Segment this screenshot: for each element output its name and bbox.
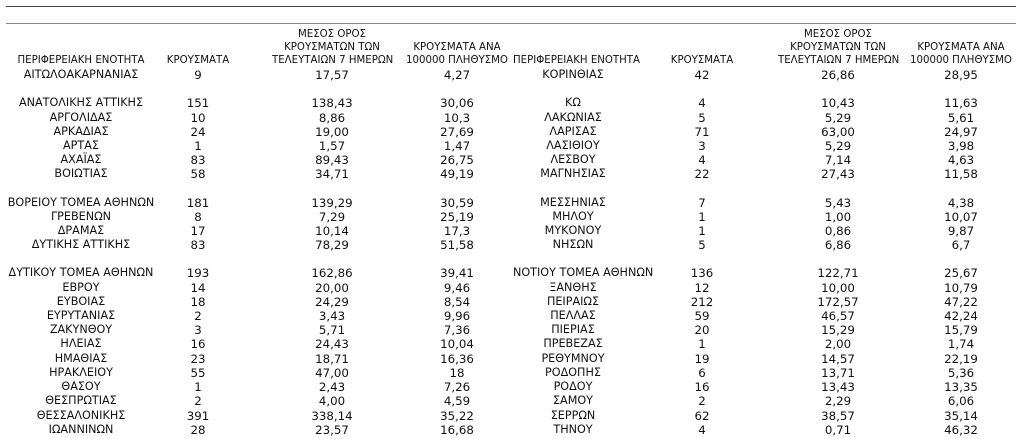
avg-value-right: 14,57	[821, 352, 855, 366]
cases-value-right: 3	[698, 139, 706, 153]
region-name-left: ΔΥΤΙΚΗΣ ΑΤΤΙΚΗΣ	[31, 238, 131, 251]
region-name-left: ΔΡΑΜΑΣ	[57, 224, 105, 237]
cases-value-right: 5	[698, 238, 706, 252]
avg-value-left: 47,00	[315, 366, 349, 380]
rate-value-left: 8,54	[443, 295, 471, 309]
avg-value-left: 138,43	[311, 96, 353, 110]
table-row	[0, 125, 1024, 139]
cases-value-right: 1	[698, 337, 706, 351]
rate-value-right: 15,79	[944, 323, 978, 337]
region-name-left: ΗΡΑΚΛΕΙΟΥ	[49, 366, 113, 379]
table-row	[0, 337, 1024, 351]
rate-value-right: 10,79	[944, 281, 978, 295]
region-name-right: ΜΥΚΟΝΟΥ	[544, 224, 602, 237]
region-name-left: ΓΡΕΒΕΝΩΝ	[50, 210, 112, 223]
avg-value-right: 38,57	[821, 409, 855, 423]
rate-value-left: 4,59	[443, 394, 471, 408]
rate-value-left: 4,27	[443, 68, 471, 82]
cases-value-right: 4	[698, 423, 706, 437]
avg-value-left: 24,43	[315, 337, 349, 351]
rate-value-right: 10,07	[944, 210, 978, 224]
cases-value-left: 17	[190, 224, 206, 238]
region-name-right: ΡΟΔΟΠΗΣ	[545, 366, 601, 379]
cases-value-right: 2	[698, 394, 706, 408]
table-row	[0, 238, 1024, 252]
cases-value-right: 16	[694, 380, 710, 394]
rate-value-left: 1,47	[443, 139, 471, 153]
table-row	[0, 139, 1024, 153]
avg-value-right: 172,57	[817, 295, 859, 309]
rate-value-left: 25,19	[440, 210, 474, 224]
region-name-right: ΝΟΤΙΟΥ ΤΟΜΕΑ ΑΘΗΝΩΝ	[513, 266, 654, 279]
rate-value-right: 28,95	[944, 68, 978, 82]
avg-value-left: 17,57	[315, 68, 349, 82]
header-avg-line1: ΜΕΣΟΣ ΟΡΟΣ	[804, 29, 872, 40]
cases-value-right: 7	[698, 196, 706, 210]
rate-value-right: 13,35	[944, 380, 978, 394]
avg-value-left: 4,00	[318, 394, 346, 408]
header-avg-right	[778, 29, 898, 67]
rate-value-left: 18	[449, 366, 465, 380]
header-avg-line1: ΜΕΣΟΣ ΟΡΟΣ	[298, 29, 366, 40]
avg-value-left: 19,00	[315, 125, 349, 139]
avg-value-right: 10,43	[821, 96, 855, 110]
avg-value-right: 2,00	[824, 337, 852, 351]
table-row	[0, 309, 1024, 323]
region-name-left: ΑΝΑΤΟΛΙΚΗΣ ΑΤΤΙΚΗΣ	[18, 96, 144, 109]
region-name-left: ΗΜΑΘΙΑΣ	[54, 352, 108, 365]
table-row	[0, 281, 1024, 295]
avg-value-right: 1,00	[824, 210, 852, 224]
avg-value-right: 2,29	[824, 394, 852, 408]
rate-value-left: 7,26	[443, 380, 471, 394]
avg-value-left: 3,43	[318, 309, 346, 323]
region-name-left: ΕΥΡΥΤΑΝΙΑΣ	[46, 309, 116, 322]
header-avg-left	[272, 29, 392, 67]
region-name-left: ΑΙΤΩΛΟΑΚΑΡΝΑΝΙΑΣ	[23, 68, 139, 81]
avg-value-right: 5,29	[824, 111, 852, 125]
cases-value-right: 20	[694, 323, 710, 337]
header-avg-line2: ΚΡΟΥΣΜΑΤΩΝ ΤΩΝ	[790, 41, 886, 53]
cases-value-left: 181	[186, 196, 210, 210]
cases-value-left: 391	[186, 409, 210, 423]
region-name-right: ΤΗΝΟΥ	[553, 423, 593, 436]
cases-value-left: 10	[190, 111, 206, 125]
region-name-right: ΛΑΣΙΘΙΟΥ	[546, 139, 600, 152]
region-name-left: ΘΕΣΣΑΛΟΝΙΚΗΣ	[36, 409, 126, 422]
avg-value-left: 24,29	[315, 295, 349, 309]
avg-value-right: 46,57	[821, 309, 855, 323]
rate-value-left: 49,19	[440, 167, 474, 181]
region-name-right: ΠΕΛΛΑΣ	[550, 309, 596, 322]
rate-value-right: 3,98	[947, 139, 975, 153]
table-row	[0, 394, 1024, 408]
cases-value-right: 12	[694, 281, 710, 295]
cases-value-right: 136	[690, 266, 714, 280]
table-row	[0, 266, 1024, 280]
region-name-left: ΗΛΕΙΑΣ	[60, 337, 102, 350]
region-name-right: ΠΕΙΡΑΙΩΣ	[546, 295, 600, 308]
avg-value-left: 162,86	[311, 266, 353, 280]
header-rate-right	[900, 42, 1022, 68]
cases-value-right: 1	[698, 210, 706, 224]
rate-value-left: 39,41	[440, 266, 474, 280]
rate-value-left: 30,06	[440, 96, 474, 110]
avg-value-right: 13,71	[821, 366, 855, 380]
top-rule	[6, 6, 1016, 7]
cases-value-right: 59	[694, 309, 710, 323]
cases-value-right: 62	[694, 409, 710, 423]
table-row	[0, 153, 1024, 167]
avg-value-left: 139,29	[311, 196, 353, 210]
region-name-left: ΑΡΓΟΛΙΔΑΣ	[49, 111, 113, 124]
avg-value-right: 0,86	[824, 224, 852, 238]
cases-value-left: 193	[186, 266, 210, 280]
avg-value-right: 10,00	[821, 281, 855, 295]
cases-value-left: 9	[194, 68, 202, 82]
table-row	[0, 423, 1024, 437]
region-name-right: ΣΕΡΡΩΝ	[550, 409, 596, 422]
avg-value-right: 63,00	[821, 125, 855, 139]
header-rule	[6, 23, 1016, 24]
avg-value-left: 5,71	[318, 323, 346, 337]
header-avg-line2: ΚΡΟΥΣΜΑΤΩΝ ΤΩΝ	[284, 41, 380, 53]
rate-value-left: 16,68	[440, 423, 474, 437]
cases-value-left: 2	[194, 309, 202, 323]
rate-value-left: 9,46	[443, 281, 471, 295]
region-name-left: ΒΟΙΩΤΙΑΣ	[54, 167, 108, 180]
region-name-right: ΜΗΛΟΥ	[552, 210, 594, 223]
table-row	[0, 210, 1024, 224]
region-name-left: ΑΡΤΑΣ	[63, 139, 99, 152]
cases-value-right: 22	[694, 167, 710, 181]
header-rate-left	[402, 42, 512, 68]
rate-value-left: 17,3	[443, 224, 471, 238]
cases-value-left: 16	[190, 337, 206, 351]
cases-value-left: 58	[190, 167, 206, 181]
rate-value-right: 9,87	[947, 224, 975, 238]
avg-value-right: 7,14	[824, 153, 852, 167]
table-row	[0, 380, 1024, 394]
cases-value-right: 6	[698, 366, 706, 380]
header-rate-line2: 100000 ΠΛΗΘΥΣΜΟ	[910, 54, 1012, 66]
header-rate-line1: ΚΡΟΥΣΜΑΤΑ ΑΝΑ	[917, 42, 1005, 53]
cases-value-left: 151	[186, 96, 210, 110]
cases-value-right: 4	[698, 96, 706, 110]
region-name-right: ΜΕΣΣΗΝΙΑΣ	[540, 196, 606, 209]
region-name-left: ΘΕΣΠΡΩΤΙΑΣ	[45, 394, 117, 407]
region-name-right: ΚΩ	[565, 96, 581, 109]
cases-value-right: 5	[698, 111, 706, 125]
rate-value-right: 22,19	[944, 352, 978, 366]
cases-value-left: 14	[190, 281, 206, 295]
cases-value-left: 1	[194, 380, 202, 394]
rate-value-left: 27,69	[440, 125, 474, 139]
header-cases-right: ΚΡΟΥΣΜΑΤΑ	[670, 55, 734, 66]
region-name-right: ΞΑΝΘΗΣ	[549, 281, 597, 294]
rate-value-right: 11,58	[944, 167, 978, 181]
rate-value-right: 24,97	[944, 125, 978, 139]
avg-value-left: 10,14	[315, 224, 349, 238]
region-name-right: ΛΕΣΒΟΥ	[550, 153, 596, 166]
header-rate-line1: ΚΡΟΥΣΜΑΤΑ ΑΝΑ	[413, 42, 501, 53]
cases-value-right: 212	[690, 295, 714, 309]
avg-value-left: 34,71	[315, 167, 349, 181]
rate-value-left: 35,22	[440, 409, 474, 423]
avg-value-left: 23,57	[315, 423, 349, 437]
header-rate-line2: 100000 ΠΛΗΘΥΣΜΟ	[406, 54, 508, 66]
region-name-right: ΠΙΕΡΙΑΣ	[551, 323, 595, 336]
table-row	[0, 366, 1024, 380]
table-row	[0, 111, 1024, 125]
header-avg-line3: ΤΕΛΕΥΤΑΙΩΝ 7 ΗΜΕΡΩΝ	[272, 54, 394, 66]
table-row	[0, 96, 1024, 110]
cases-value-right: 19	[694, 352, 710, 366]
rate-value-right: 25,67	[944, 266, 978, 280]
cases-value-left: 24	[190, 125, 206, 139]
rate-value-left: 30,59	[440, 196, 474, 210]
rate-value-left: 16,36	[440, 352, 474, 366]
cases-value-left: 83	[190, 153, 206, 167]
rate-value-left: 51,58	[440, 238, 474, 252]
cases-value-left: 18	[190, 295, 206, 309]
cases-value-left: 55	[190, 366, 206, 380]
avg-value-right: 5,29	[824, 139, 852, 153]
cases-value-left: 23	[190, 352, 206, 366]
avg-value-left: 78,29	[315, 238, 349, 252]
table-row	[0, 68, 1024, 82]
rate-value-right: 47,22	[944, 295, 978, 309]
rate-value-right: 4,38	[947, 196, 975, 210]
region-name-right: ΠΡΕΒΕΖΑΣ	[543, 337, 603, 350]
rate-value-right: 5,36	[947, 366, 975, 380]
region-name-right: ΣΑΜΟΥ	[552, 394, 593, 407]
region-name-right: ΡΕΘΥΜΝΟΥ	[541, 352, 605, 365]
header-cases-left: ΚΡΟΥΣΜΑΤΑ	[166, 55, 230, 66]
region-name-right: ΚΟΡΙΝΘΙΑΣ	[542, 68, 604, 81]
region-name-left: ΕΒΡΟΥ	[62, 281, 100, 294]
region-name-left: ΖΑΚΥΝΘΟΥ	[49, 323, 113, 336]
avg-value-right: 6,86	[824, 238, 852, 252]
region-name-left: ΘΑΣΟΥ	[61, 380, 101, 393]
avg-value-left: 20,00	[315, 281, 349, 295]
rate-value-left: 10,04	[440, 337, 474, 351]
avg-value-right: 15,29	[821, 323, 855, 337]
rate-value-right: 1,74	[947, 337, 975, 351]
region-name-left: ΔΥΤΙΚΟΥ ΤΟΜΕΑ ΑΘΗΝΩΝ	[8, 266, 154, 279]
rate-value-right: 4,63	[947, 153, 975, 167]
region-name-left: ΙΩΑΝΝΙΝΩΝ	[48, 423, 114, 436]
region-name-left: ΑΧΑΪΑΣ	[60, 153, 102, 166]
avg-value-left: 338,14	[311, 409, 353, 423]
avg-value-left: 1,57	[318, 139, 346, 153]
avg-value-left: 8,86	[318, 111, 346, 125]
avg-value-right: 0,71	[824, 423, 852, 437]
region-name-left: ΑΡΚΑΔΙΑΣ	[53, 125, 109, 138]
rate-value-right: 46,32	[944, 423, 978, 437]
avg-value-right: 5,43	[824, 196, 852, 210]
avg-value-right: 27,43	[821, 167, 855, 181]
region-name-right: ΛΑΡΙΣΑΣ	[549, 125, 597, 138]
region-name-left: ΒΟΡΕΙΟΥ ΤΟΜΕΑ ΑΘΗΝΩΝ	[7, 196, 155, 209]
avg-value-left: 18,71	[315, 352, 349, 366]
avg-value-right: 13,43	[821, 380, 855, 394]
region-name-right: ΡΟΔΟΥ	[553, 380, 593, 393]
cases-value-right: 71	[694, 125, 710, 139]
table-row	[0, 295, 1024, 309]
rate-value-left: 10,3	[443, 111, 471, 125]
cases-value-left: 83	[190, 238, 206, 252]
table-row	[0, 323, 1024, 337]
table-row	[0, 224, 1024, 238]
rate-value-left: 9,96	[443, 309, 471, 323]
region-name-right: ΛΑΚΩΝΙΑΣ	[544, 111, 602, 124]
rate-value-right: 5,61	[947, 111, 975, 125]
table-row	[0, 409, 1024, 423]
cases-value-right: 1	[698, 224, 706, 238]
cases-value-left: 28	[190, 423, 206, 437]
cases-value-right: 42	[694, 68, 710, 82]
avg-value-right: 26,86	[821, 68, 855, 82]
rate-value-right: 35,14	[944, 409, 978, 423]
avg-value-left: 89,43	[315, 153, 349, 167]
cases-value-right: 4	[698, 153, 706, 167]
table-row	[0, 352, 1024, 366]
avg-value-right: 122,71	[817, 266, 859, 280]
rate-value-left: 26,75	[440, 153, 474, 167]
rate-value-right: 11,63	[944, 96, 978, 110]
cases-value-left: 3	[194, 323, 202, 337]
region-name-left: ΕΥΒΟΙΑΣ	[56, 295, 106, 308]
header-region-right: ΠΕΡΙΦΕΡΕΙΑΚΗ ΕΝΟΤΗΤΑ	[513, 55, 640, 66]
header-avg-line3: ΤΕΛΕΥΤΑΙΩΝ 7 ΗΜΕΡΩΝ	[778, 54, 900, 66]
rate-value-right: 6,06	[947, 394, 975, 408]
table-row	[0, 167, 1024, 181]
rate-value-right: 6,7	[951, 238, 971, 252]
region-name-right: ΝΗΣΩΝ	[552, 238, 594, 251]
rate-value-right: 42,24	[944, 309, 978, 323]
table-row	[0, 196, 1024, 210]
cases-value-left: 1	[194, 139, 202, 153]
rate-value-left: 7,36	[443, 323, 471, 337]
avg-value-left: 2,43	[318, 380, 346, 394]
cases-value-left: 8	[194, 210, 202, 224]
cases-value-left: 2	[194, 394, 202, 408]
header-region-left: ΠΕΡΙΦΕΡΕΙΑΚΗ ΕΝΟΤΗΤΑ	[17, 55, 145, 66]
region-name-right: ΜΑΓΝΗΣΙΑΣ	[540, 167, 606, 180]
avg-value-left: 7,29	[318, 210, 346, 224]
